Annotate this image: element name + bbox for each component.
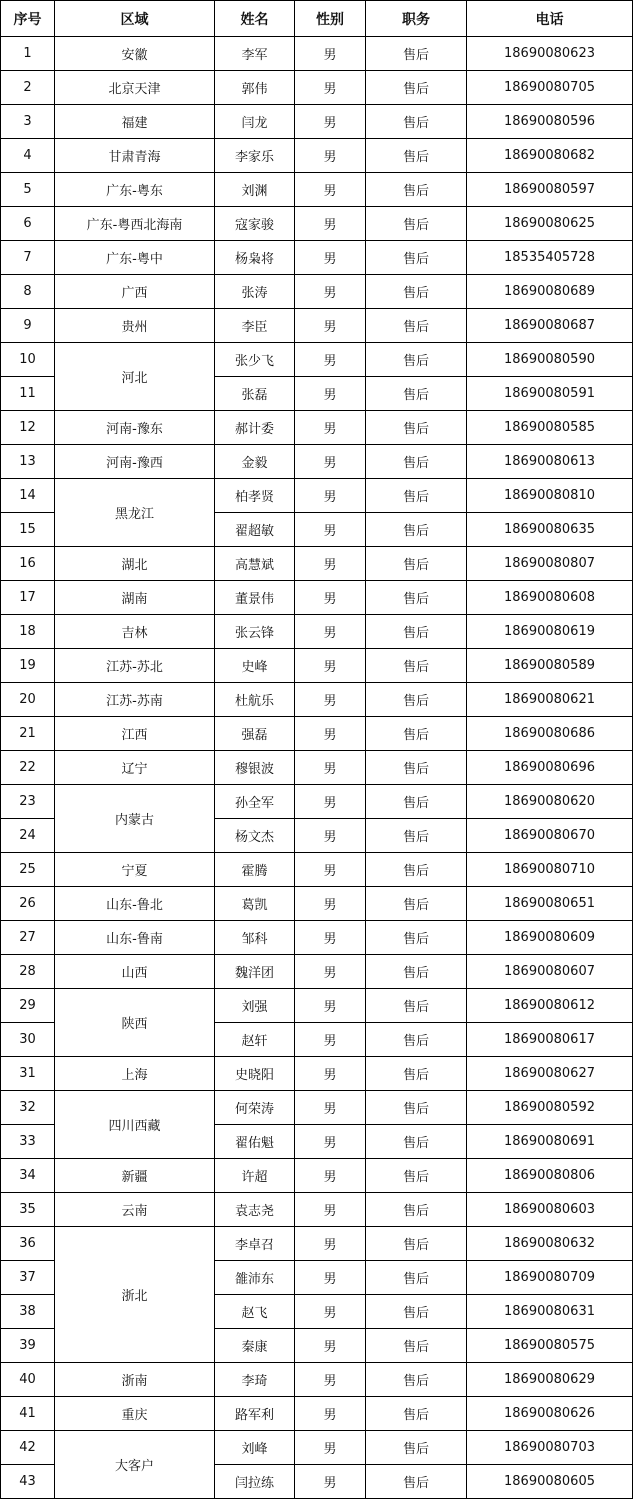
role-cell: 售后 [366, 1465, 467, 1499]
gender-cell: 男 [295, 1227, 366, 1261]
phone-cell: 18690080626 [467, 1397, 633, 1431]
table-row [1, 445, 633, 479]
phone-cell: 18690080575 [467, 1329, 633, 1363]
role-cell: 售后 [366, 1193, 467, 1227]
gender-cell: 男 [295, 819, 366, 853]
row-number: 17 [1, 581, 55, 615]
phone-cell: 18690080605 [467, 1465, 633, 1499]
name-cell: 李家乐 [215, 139, 295, 173]
role-cell: 售后 [366, 1261, 467, 1295]
role-cell: 售后 [366, 207, 467, 241]
name-cell: 杨枭将 [215, 241, 295, 275]
role-cell: 售后 [366, 173, 467, 207]
role-cell: 售后 [366, 309, 467, 343]
phone-cell: 18690080590 [467, 343, 633, 377]
name-cell: 李臣 [215, 309, 295, 343]
gender-cell: 男 [295, 615, 366, 649]
region-cell: 辽宁 [55, 751, 215, 785]
region-cell: 甘肃青海 [55, 139, 215, 173]
name-cell: 邹科 [215, 921, 295, 955]
row-number: 24 [1, 819, 55, 853]
region-cell: 贵州 [55, 309, 215, 343]
row-number: 15 [1, 513, 55, 547]
gender-cell: 男 [295, 479, 366, 513]
phone-cell: 18690080631 [467, 1295, 633, 1329]
table-row [1, 241, 633, 275]
role-cell: 售后 [366, 1397, 467, 1431]
phone-cell: 18690080608 [467, 581, 633, 615]
phone-cell: 18690080807 [467, 547, 633, 581]
row-number: 28 [1, 955, 55, 989]
phone-cell: 18690080617 [467, 1023, 633, 1057]
row-number: 13 [1, 445, 55, 479]
gender-cell: 男 [295, 1091, 366, 1125]
table-row [1, 955, 633, 989]
gender-cell: 男 [295, 139, 366, 173]
region-cell: 江西 [55, 717, 215, 751]
table-row [1, 887, 633, 921]
name-cell: 闫拉练 [215, 1465, 295, 1499]
region-cell: 安徽 [55, 37, 215, 71]
row-number: 31 [1, 1057, 55, 1091]
row-number: 37 [1, 1261, 55, 1295]
gender-cell: 男 [295, 581, 366, 615]
gender-cell: 男 [295, 173, 366, 207]
name-cell: 柏孝贤 [215, 479, 295, 513]
row-number: 38 [1, 1295, 55, 1329]
table-row [1, 1159, 633, 1193]
name-cell: 史晓阳 [215, 1057, 295, 1091]
table-row [1, 683, 633, 717]
name-cell: 穆银波 [215, 751, 295, 785]
gender-cell: 男 [295, 1193, 366, 1227]
table-row [1, 547, 633, 581]
role-cell: 售后 [366, 853, 467, 887]
gender-cell: 男 [295, 751, 366, 785]
phone-cell: 18690080589 [467, 649, 633, 683]
region-cell: 内蒙古 [55, 785, 215, 853]
table-row [1, 1363, 633, 1397]
row-number: 36 [1, 1227, 55, 1261]
table-row [1, 717, 633, 751]
table-row [1, 1397, 633, 1431]
name-cell: 强磊 [215, 717, 295, 751]
gender-cell: 男 [295, 275, 366, 309]
region-cell: 河北 [55, 343, 215, 411]
name-cell: 董景伟 [215, 581, 295, 615]
phone-cell: 18690080670 [467, 819, 633, 853]
role-cell: 售后 [366, 1431, 467, 1465]
region-cell: 上海 [55, 1057, 215, 1091]
phone-cell: 18690080703 [467, 1431, 633, 1465]
row-number: 2 [1, 71, 55, 105]
table-row [1, 1057, 633, 1091]
row-number: 29 [1, 989, 55, 1023]
gender-cell: 男 [295, 1329, 366, 1363]
name-cell: 李军 [215, 37, 295, 71]
table-row [1, 581, 633, 615]
role-cell: 售后 [366, 1329, 467, 1363]
role-cell: 售后 [366, 1363, 467, 1397]
table-row [1, 751, 633, 785]
role-cell: 售后 [366, 989, 467, 1023]
role-cell: 售后 [366, 513, 467, 547]
region-cell: 广东-粤中 [55, 241, 215, 275]
row-number: 12 [1, 411, 55, 445]
name-cell: 郭伟 [215, 71, 295, 105]
table-row [1, 207, 633, 241]
name-cell: 翟佑魁 [215, 1125, 295, 1159]
name-cell: 高慧斌 [215, 547, 295, 581]
name-cell: 刘强 [215, 989, 295, 1023]
name-cell: 孙全军 [215, 785, 295, 819]
role-cell: 售后 [366, 819, 467, 853]
name-cell: 金毅 [215, 445, 295, 479]
table-row [1, 105, 633, 139]
phone-cell: 18690080709 [467, 1261, 633, 1295]
role-cell: 售后 [366, 1227, 467, 1261]
region-cell: 重庆 [55, 1397, 215, 1431]
gender-cell: 男 [295, 445, 366, 479]
gender-cell: 男 [295, 955, 366, 989]
region-cell: 湖北 [55, 547, 215, 581]
phone-cell: 18690080632 [467, 1227, 633, 1261]
table-row [1, 921, 633, 955]
region-cell: 北京天津 [55, 71, 215, 105]
phone-cell: 18690080623 [467, 37, 633, 71]
table-row [1, 1227, 633, 1261]
row-number: 1 [1, 37, 55, 71]
row-number: 21 [1, 717, 55, 751]
name-cell: 翟超敏 [215, 513, 295, 547]
region-cell: 山东-鲁南 [55, 921, 215, 955]
phone-cell: 18690080635 [467, 513, 633, 547]
gender-cell: 男 [295, 1023, 366, 1057]
table-row [1, 649, 633, 683]
gender-cell: 男 [295, 921, 366, 955]
role-cell: 售后 [366, 547, 467, 581]
table-row [1, 275, 633, 309]
name-cell: 袁志尧 [215, 1193, 295, 1227]
role-cell: 售后 [366, 343, 467, 377]
header-name: 姓名 [215, 1, 295, 37]
name-cell: 张磊 [215, 377, 295, 411]
phone-cell: 18690080810 [467, 479, 633, 513]
row-number: 22 [1, 751, 55, 785]
header-phone: 电话 [467, 1, 633, 37]
role-cell: 售后 [366, 1125, 467, 1159]
role-cell: 售后 [366, 887, 467, 921]
row-number: 5 [1, 173, 55, 207]
name-cell: 寇家骏 [215, 207, 295, 241]
name-cell: 魏洋团 [215, 955, 295, 989]
row-number: 16 [1, 547, 55, 581]
role-cell: 售后 [366, 1057, 467, 1091]
gender-cell: 男 [295, 989, 366, 1023]
gender-cell: 男 [295, 1159, 366, 1193]
gender-cell: 男 [295, 1125, 366, 1159]
name-cell: 杨文杰 [215, 819, 295, 853]
table-row [1, 309, 633, 343]
gender-cell: 男 [295, 1363, 366, 1397]
header-gender: 性别 [295, 1, 366, 37]
phone-cell: 18690080621 [467, 683, 633, 717]
row-number: 9 [1, 309, 55, 343]
region-cell: 浙南 [55, 1363, 215, 1397]
header-role: 职务 [366, 1, 467, 37]
gender-cell: 男 [295, 241, 366, 275]
table-row [1, 615, 633, 649]
region-cell: 江苏-苏南 [55, 683, 215, 717]
role-cell: 售后 [366, 139, 467, 173]
row-number: 35 [1, 1193, 55, 1227]
name-cell: 葛凯 [215, 887, 295, 921]
phone-cell: 18690080651 [467, 887, 633, 921]
phone-cell: 18690080603 [467, 1193, 633, 1227]
table-row [1, 343, 633, 377]
region-cell: 广东-粤西北海南 [55, 207, 215, 241]
name-cell: 李琦 [215, 1363, 295, 1397]
phone-cell: 18690080597 [467, 173, 633, 207]
phone-cell: 18690080627 [467, 1057, 633, 1091]
name-cell: 李卓召 [215, 1227, 295, 1261]
name-cell: 赵飞 [215, 1295, 295, 1329]
gender-cell: 男 [295, 411, 366, 445]
gender-cell: 男 [295, 1397, 366, 1431]
region-cell: 吉林 [55, 615, 215, 649]
table-row [1, 173, 633, 207]
row-number: 3 [1, 105, 55, 139]
role-cell: 售后 [366, 683, 467, 717]
role-cell: 售后 [366, 275, 467, 309]
phone-cell: 18690080710 [467, 853, 633, 887]
name-cell: 许超 [215, 1159, 295, 1193]
gender-cell: 男 [295, 649, 366, 683]
role-cell: 售后 [366, 411, 467, 445]
role-cell: 售后 [366, 377, 467, 411]
region-cell: 广东-粤东 [55, 173, 215, 207]
gender-cell: 男 [295, 785, 366, 819]
phone-cell: 18690080596 [467, 105, 633, 139]
region-cell: 福建 [55, 105, 215, 139]
role-cell: 售后 [366, 105, 467, 139]
role-cell: 售后 [366, 71, 467, 105]
table-row [1, 1431, 633, 1465]
row-number: 42 [1, 1431, 55, 1465]
row-number: 43 [1, 1465, 55, 1499]
gender-cell: 男 [295, 1057, 366, 1091]
region-cell: 湖南 [55, 581, 215, 615]
row-number: 41 [1, 1397, 55, 1431]
region-cell: 浙北 [55, 1227, 215, 1363]
phone-cell: 18690080609 [467, 921, 633, 955]
name-cell: 郝计委 [215, 411, 295, 445]
role-cell: 售后 [366, 751, 467, 785]
region-cell: 河南-豫西 [55, 445, 215, 479]
row-number: 7 [1, 241, 55, 275]
gender-cell: 男 [295, 1295, 366, 1329]
gender-cell: 男 [295, 683, 366, 717]
row-number: 4 [1, 139, 55, 173]
table-row [1, 71, 633, 105]
name-cell: 路军利 [215, 1397, 295, 1431]
row-number: 23 [1, 785, 55, 819]
table-row [1, 37, 633, 71]
name-cell: 赵轩 [215, 1023, 295, 1057]
role-cell: 售后 [366, 479, 467, 513]
name-cell: 秦康 [215, 1329, 295, 1363]
role-cell: 售后 [366, 1091, 467, 1125]
region-cell: 宁夏 [55, 853, 215, 887]
gender-cell: 男 [295, 309, 366, 343]
table-row [1, 139, 633, 173]
header-row [1, 1, 633, 37]
gender-cell: 男 [295, 1465, 366, 1499]
region-cell: 黑龙江 [55, 479, 215, 547]
row-number: 26 [1, 887, 55, 921]
row-number: 30 [1, 1023, 55, 1057]
row-number: 10 [1, 343, 55, 377]
gender-cell: 男 [295, 343, 366, 377]
name-cell: 闫龙 [215, 105, 295, 139]
name-cell: 何荣涛 [215, 1091, 295, 1125]
gender-cell: 男 [295, 547, 366, 581]
region-cell: 四川西藏 [55, 1091, 215, 1159]
row-number: 39 [1, 1329, 55, 1363]
region-cell: 河南-豫东 [55, 411, 215, 445]
table-row [1, 411, 633, 445]
region-cell: 大客户 [55, 1431, 215, 1499]
phone-cell: 18690080613 [467, 445, 633, 479]
row-number: 25 [1, 853, 55, 887]
phone-cell: 18690080620 [467, 785, 633, 819]
header-region: 区域 [55, 1, 215, 37]
name-cell: 张云锋 [215, 615, 295, 649]
table-row [1, 785, 633, 819]
name-cell: 张少飞 [215, 343, 295, 377]
role-cell: 售后 [366, 649, 467, 683]
phone-cell: 18690080591 [467, 377, 633, 411]
role-cell: 售后 [366, 955, 467, 989]
region-cell: 广西 [55, 275, 215, 309]
name-cell: 雒沛东 [215, 1261, 295, 1295]
region-cell: 云南 [55, 1193, 215, 1227]
role-cell: 售后 [366, 445, 467, 479]
phone-cell: 18690080592 [467, 1091, 633, 1125]
name-cell: 杜航乐 [215, 683, 295, 717]
gender-cell: 男 [295, 887, 366, 921]
header-no: 序号 [1, 1, 55, 37]
region-cell: 陕西 [55, 989, 215, 1057]
row-number: 27 [1, 921, 55, 955]
phone-cell: 18690080682 [467, 139, 633, 173]
phone-cell: 18690080689 [467, 275, 633, 309]
role-cell: 售后 [366, 241, 467, 275]
gender-cell: 男 [295, 377, 366, 411]
phone-cell: 18690080607 [467, 955, 633, 989]
role-cell: 售后 [366, 615, 467, 649]
row-number: 32 [1, 1091, 55, 1125]
name-cell: 霍腾 [215, 853, 295, 887]
row-number: 6 [1, 207, 55, 241]
row-number: 11 [1, 377, 55, 411]
gender-cell: 男 [295, 1261, 366, 1295]
gender-cell: 男 [295, 37, 366, 71]
gender-cell: 男 [295, 1431, 366, 1465]
phone-cell: 18690080806 [467, 1159, 633, 1193]
phone-cell: 18690080625 [467, 207, 633, 241]
phone-cell: 18690080629 [467, 1363, 633, 1397]
role-cell: 售后 [366, 785, 467, 819]
row-number: 34 [1, 1159, 55, 1193]
gender-cell: 男 [295, 853, 366, 887]
table-body [1, 37, 633, 1499]
phone-cell: 18690080585 [467, 411, 633, 445]
row-number: 18 [1, 615, 55, 649]
table-row [1, 989, 633, 1023]
role-cell: 售后 [366, 717, 467, 751]
gender-cell: 男 [295, 513, 366, 547]
gender-cell: 男 [295, 105, 366, 139]
phone-cell: 18535405728 [467, 241, 633, 275]
table-row [1, 1193, 633, 1227]
role-cell: 售后 [366, 581, 467, 615]
phone-cell: 18690080705 [467, 71, 633, 105]
phone-cell: 18690080686 [467, 717, 633, 751]
row-number: 19 [1, 649, 55, 683]
table-row [1, 479, 633, 513]
role-cell: 售后 [366, 921, 467, 955]
phone-cell: 18690080691 [467, 1125, 633, 1159]
region-cell: 新疆 [55, 1159, 215, 1193]
region-cell: 山东-鲁北 [55, 887, 215, 921]
name-cell: 史峰 [215, 649, 295, 683]
gender-cell: 男 [295, 207, 366, 241]
name-cell: 张涛 [215, 275, 295, 309]
role-cell: 售后 [366, 1023, 467, 1057]
row-number: 14 [1, 479, 55, 513]
phone-cell: 18690080612 [467, 989, 633, 1023]
role-cell: 售后 [366, 1295, 467, 1329]
row-number: 40 [1, 1363, 55, 1397]
role-cell: 售后 [366, 37, 467, 71]
gender-cell: 男 [295, 71, 366, 105]
region-cell: 江苏-苏北 [55, 649, 215, 683]
phone-cell: 18690080696 [467, 751, 633, 785]
table-row [1, 1091, 633, 1125]
gender-cell: 男 [295, 717, 366, 751]
role-cell: 售后 [366, 1159, 467, 1193]
name-cell: 刘峰 [215, 1431, 295, 1465]
table-row [1, 853, 633, 887]
region-cell: 山西 [55, 955, 215, 989]
row-number: 8 [1, 275, 55, 309]
phone-cell: 18690080687 [467, 309, 633, 343]
name-cell: 刘渊 [215, 173, 295, 207]
row-number: 33 [1, 1125, 55, 1159]
phone-cell: 18690080619 [467, 615, 633, 649]
row-number: 20 [1, 683, 55, 717]
